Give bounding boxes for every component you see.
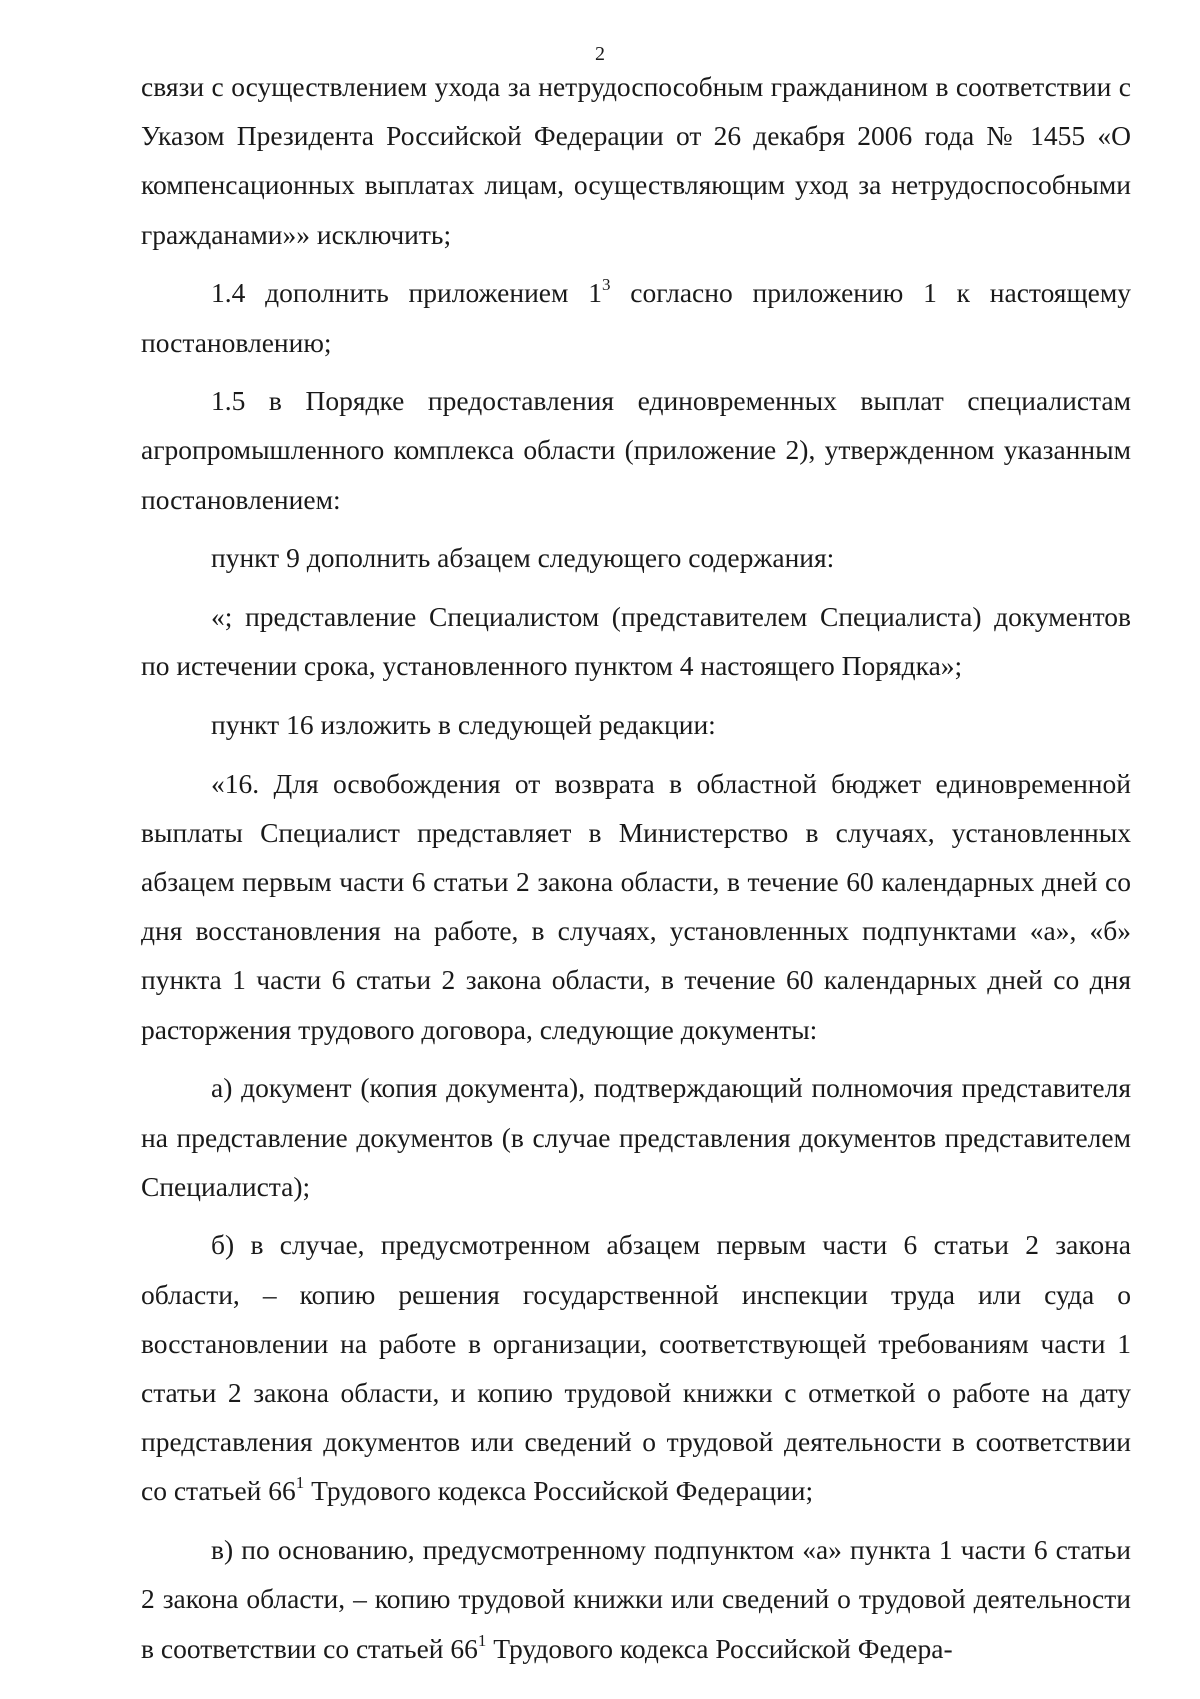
paragraph-text: в) по основанию, предусмотренному подпунктом «а» пункта 1 части 6 статьи 2 закона области, – копию трудовой книжки или сведений о трудовой деятельности в соответствии со статьей 66 [141,1534,1131,1664]
paragraph-text: б) в случае, предусмотренном абзацем первым части 6 статьи 2 закона области, – копию решения государственной инспекции труда или суда о восстановлении на работе в организации, соответствующей требованиям части 1 статьи 2 закона области, и копию трудовой книжки с отметкой о работе на дату представления документов или сведений о трудовой деятельности в соответствии со статьей 66 [141,1229,1131,1507]
paragraph-text: Трудового кодекса Российской Федера- [486,1632,953,1664]
superscript: 1 [295,1473,305,1493]
superscript: 3 [601,275,611,295]
paragraph-subitem-b [141,1220,1131,1515]
paragraph-text: 1.4 дополнить приложением 1 [211,277,602,309]
document-body [141,62,1131,1682]
paragraph-item-1-4 [141,268,1131,366]
superscript: 1 [477,1630,487,1650]
paragraph-point-16 [141,700,1131,749]
paragraph-point-9-text [141,592,1131,690]
paragraph-text: Трудового кодекса Российской Федерации; [304,1475,814,1507]
paragraph-text: 1.5 в Порядке предоставления единовременных выплат специалистам агропромышленного комплекса области (приложение 2), утвержденном указанным постановлением: [141,385,1131,515]
paragraph-subitem-v [141,1525,1131,1673]
page-number: 2 [595,43,605,65]
paragraph-text: пункт 9 дополнить абзацем следующего содержания: [211,542,835,574]
paragraph-text: а) документ (копия документа), подтверждающий полномочия представителя на представление документов (в случае представления документов представителем Специалиста); [141,1072,1131,1202]
paragraph-text: связи с осуществлением ухода за нетрудоспособным гражданином в соответствии с Указом Президента Российской Федерации от 26 декабря 2006 года № 1455 «О компенсационных выплатах лицам, осуществляющим уход за нетрудоспособными гражданами»» исключить; [141,71,1131,250]
paragraph-continuation [141,62,1131,259]
paragraph-subitem-a [141,1063,1131,1211]
paragraph-text: согласно приложению 1 к настоящему постановлению; [141,277,1131,358]
paragraph-point-16-text [141,759,1131,1054]
paragraph-text: «; представление Специалистом (представителем Специалиста) документов по истечении срока, установленного пунктом 4 настоящего Порядка»; [141,601,1131,682]
paragraph-text: «16. Для освобождения от возврата в областной бюджет единовременной выплаты Специалист представляет в Министерство в случаях, установленных абзацем первым части 6 статьи 2 закона области, в течение 60 календарных дней со дня восстановления на работе, в случаях, установленных подпунктами «а», «б» пункта 1 части 6 статьи 2 закона области, в течение 60 календарных дней со дня расторжения трудового договора, следующие документы: [141,767,1131,1045]
paragraph-item-1-5 [141,376,1131,524]
paragraph-point-9 [141,533,1131,582]
paragraph-text: пункт 16 изложить в следующей редакции: [211,708,716,740]
